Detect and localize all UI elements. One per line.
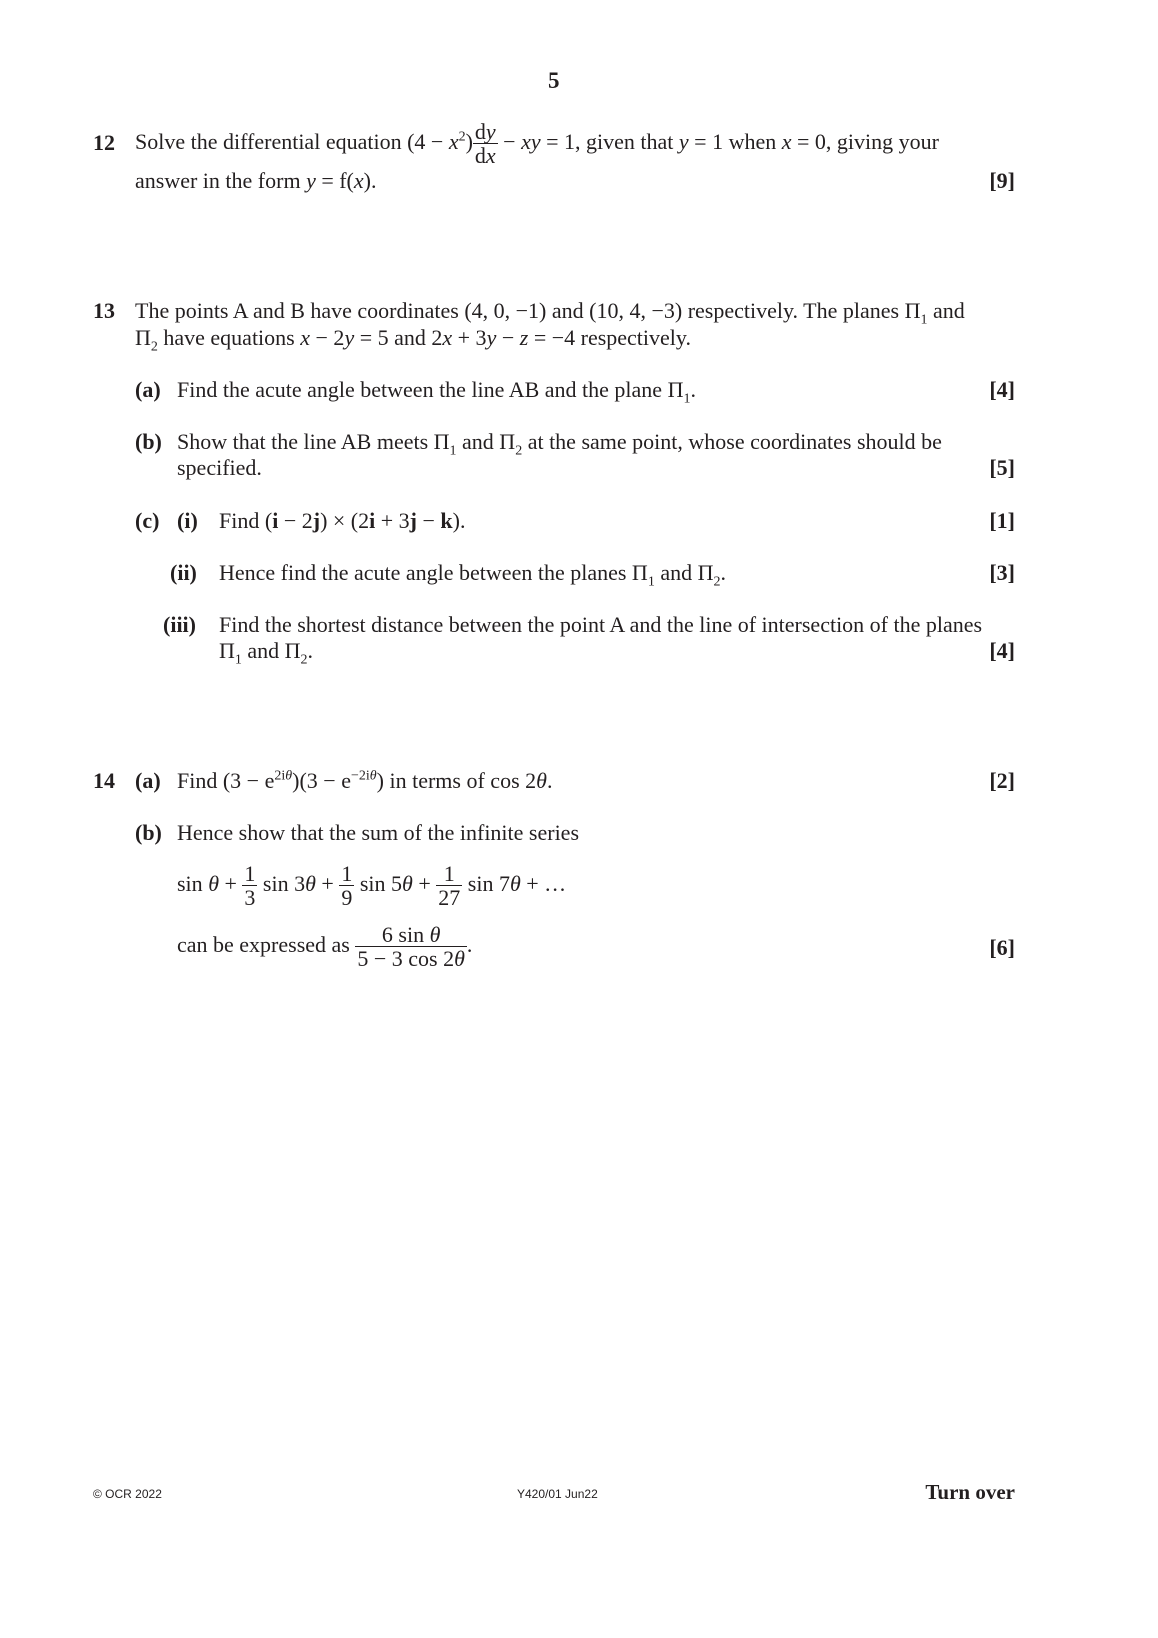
q13cii-marks: [3]	[989, 560, 1015, 585]
q14b-label: (b)	[135, 820, 162, 845]
infinite-series: sin θ + $\frac{1}{3}$ sin 3θ + $\frac{1}{9}$ sin 5θ + $\frac{1}{27}$ sin 7θ + …	[177, 861, 567, 911]
q13a-text: Find the acute angle between the line AB and the plane $\Pi_1$.	[177, 377, 696, 407]
page-number: 5	[548, 68, 560, 93]
q14b-express: can be expressed as $\frac{\text{6 sin θ}}{5 - 3 \cos 2\theta}$ .	[177, 922, 473, 972]
dy-dx-fraction: $\frac{dy}{dx}$	[474, 119, 496, 169]
q13b-label: (b)	[135, 429, 162, 454]
q14a-text: Find $(3 - e^{2i\theta})(3 - e^{-2i\theta})$ in terms of cos 2θ.	[177, 768, 553, 793]
q14a-marks: [2]	[989, 768, 1015, 793]
q14a-label: (a)	[135, 768, 161, 793]
footer-copyright: © OCR 2022	[93, 1487, 162, 1501]
q13ci-text: Find (i − 2j) × (2i + 3j − k).	[219, 508, 466, 533]
footer-code: Y420/01 Jun22	[517, 1487, 598, 1501]
q13b-line2: specified.	[177, 455, 262, 480]
q13-number: 13	[93, 298, 115, 323]
q12-line2: answer in the form y = f(x).	[135, 168, 377, 193]
q13a-label: (a)	[135, 377, 161, 402]
q13ciii-marks: [4]	[989, 638, 1015, 663]
result-fraction: $\frac{\text{6 sin θ}}{5 - 3 \cos 2\theta}$	[357, 922, 465, 972]
q14b-marks: [6]	[989, 935, 1015, 960]
q14b-text: Hence show that the sum of the infinite series	[177, 820, 580, 845]
q13cii-label: (ii)	[170, 560, 197, 585]
q13ciii-line1: Find the shortest distance between the point A and the line of intersection of the planes	[219, 612, 983, 637]
q13a-marks: [4]	[989, 377, 1015, 402]
q13b-line1: Show that the line AB meets $\Pi_1$ and $\Pi_2$ at the same point, whose coordinates should be	[177, 429, 942, 459]
q12-line1: Solve the differential equation $(4 - x^2)$ $\frac{dy}{dx}$ − xy = 1, given that y = 1 when x = 0, giving your	[135, 119, 939, 169]
turn-over: Turn over	[925, 1480, 1015, 1504]
q12-number: 12	[93, 130, 115, 155]
q14-number: 14	[93, 768, 115, 793]
q13ci-marks: [1]	[989, 508, 1015, 533]
q12-marks: [9]	[989, 168, 1015, 193]
q13-intro-line2: $\Pi_2$ have equations x − 2y = 5 and 2x + 3y − z = −4 respectively.	[135, 325, 691, 355]
q13-intro-line1: The points A and B have coordinates (4, 0, −1) and (10, 4, −3) respectively. The planes $\Pi_1$ and	[135, 298, 965, 328]
q13ci-label: (i)	[177, 508, 198, 533]
q13b-marks: [5]	[989, 455, 1015, 480]
q13c-label: (c)	[135, 508, 160, 533]
q13ciii-line2: $\Pi_1$ and $\Pi_2$.	[219, 638, 314, 668]
q13ciii-label: (iii)	[163, 612, 196, 637]
q13cii-text: Hence find the acute angle between the planes $\Pi_1$ and $\Pi_2$.	[219, 560, 726, 590]
